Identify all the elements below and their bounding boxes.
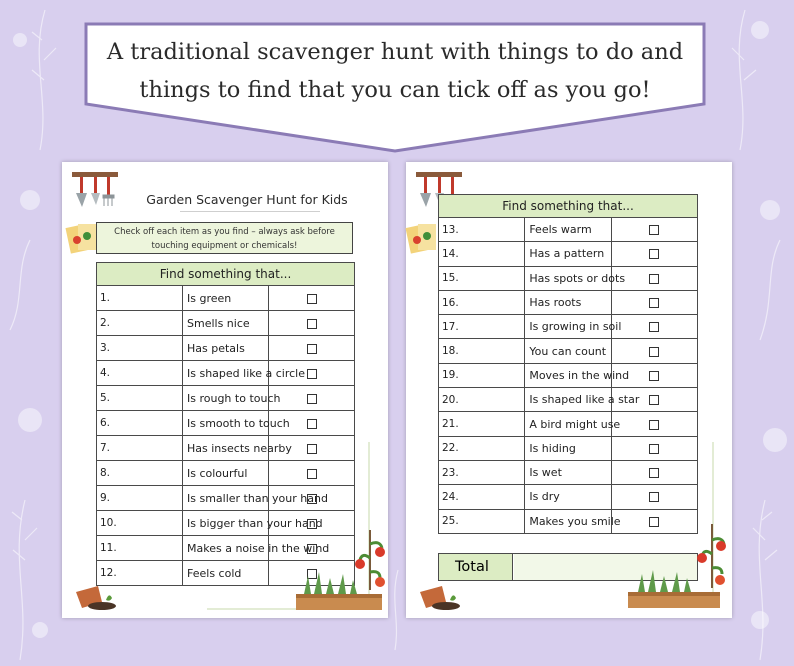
table-header: Find something that... <box>97 263 355 286</box>
checkbox-cell <box>611 485 697 509</box>
banner-line-1: A traditional scavenger hunt with things to do and <box>106 39 684 65</box>
item-text: Is shaped like a star <box>525 388 611 412</box>
total-label: Total <box>439 554 513 580</box>
table-row <box>439 266 698 290</box>
item-number: 12. <box>97 561 183 586</box>
table-row <box>97 436 355 461</box>
item-number: 20. <box>439 388 525 412</box>
checkbox-cell <box>611 315 697 339</box>
item-text: Feels cold <box>183 561 269 586</box>
checkbox[interactable] <box>649 298 659 308</box>
item-text: Is dry <box>525 485 611 509</box>
item-text: Has roots <box>525 290 611 314</box>
item-text: Is wet <box>525 460 611 484</box>
item-text: Is hiding <box>525 436 611 460</box>
checkbox-cell <box>269 286 355 311</box>
checkbox[interactable] <box>307 319 317 329</box>
item-number: 21. <box>439 412 525 436</box>
item-text: Is smooth to touch <box>183 411 269 436</box>
checkbox-cell <box>611 460 697 484</box>
item-number: 6. <box>97 411 183 436</box>
table-row <box>97 336 355 361</box>
checkbox-cell <box>269 461 355 486</box>
table-row <box>439 315 698 339</box>
item-number: 25. <box>439 509 525 533</box>
banner <box>84 22 706 154</box>
garden-tools-icon <box>70 170 120 212</box>
table-row <box>439 218 698 242</box>
instructions-line-1: Check off each item as you find – always ask before <box>114 227 335 237</box>
item-text: Is bigger than your hand <box>183 511 269 536</box>
item-number: 16. <box>439 290 525 314</box>
checkbox[interactable] <box>649 420 659 430</box>
table-row <box>97 311 355 336</box>
checkbox[interactable] <box>307 469 317 479</box>
table-row <box>439 485 698 509</box>
item-number: 11. <box>97 536 183 561</box>
item-text: Has spots or dots <box>525 266 611 290</box>
checkbox[interactable] <box>307 394 317 404</box>
checkbox[interactable] <box>649 274 659 284</box>
item-number: 4. <box>97 361 183 386</box>
checkbox[interactable] <box>649 322 659 332</box>
seed-packet-icon <box>66 220 98 258</box>
scavenger-table-2 <box>438 194 698 534</box>
table-header: Find something that... <box>439 195 698 218</box>
item-text: Makes a noise in the wind <box>183 536 269 561</box>
table-row <box>97 361 355 386</box>
item-text: Is rough to touch <box>183 386 269 411</box>
table-row <box>97 386 355 411</box>
item-number: 9. <box>97 486 183 511</box>
item-text: Is growing in soil <box>525 315 611 339</box>
table-row <box>439 363 698 387</box>
item-text: Is colourful <box>183 461 269 486</box>
item-number: 7. <box>97 436 183 461</box>
table-row <box>97 461 355 486</box>
checkbox-cell <box>611 436 697 460</box>
instructions-line-2: touching equipment or chemicals! <box>151 241 298 251</box>
item-text: Is smaller than your hand <box>183 486 269 511</box>
checkbox-cell <box>611 339 697 363</box>
flower-pot-icon <box>72 582 118 612</box>
checkbox[interactable] <box>307 344 317 354</box>
table-row <box>439 339 698 363</box>
item-text: You can count <box>525 339 611 363</box>
planter-box-icon <box>294 524 388 614</box>
checkbox[interactable] <box>307 444 317 454</box>
checkbox-cell <box>269 311 355 336</box>
checkbox[interactable] <box>649 468 659 478</box>
table-row <box>439 436 698 460</box>
checkbox[interactable] <box>649 347 659 357</box>
table-row <box>439 242 698 266</box>
table-row <box>439 290 698 314</box>
item-number: 24. <box>439 485 525 509</box>
instructions-box <box>96 222 353 254</box>
checkbox-cell <box>269 386 355 411</box>
item-number: 5. <box>97 386 183 411</box>
worksheet-page-1 <box>62 162 388 618</box>
item-number: 18. <box>439 339 525 363</box>
title-underline <box>180 211 320 212</box>
checkbox-cell <box>611 412 697 436</box>
item-text: Has insects nearby <box>183 436 269 461</box>
item-number: 2. <box>97 311 183 336</box>
item-text: A bird might use <box>525 412 611 436</box>
table-row <box>97 286 355 311</box>
checkbox[interactable] <box>307 419 317 429</box>
table-row <box>439 388 698 412</box>
banner-line-2: things to find that you can tick off as you go! <box>139 77 651 103</box>
checkbox-cell <box>611 242 697 266</box>
item-text: Has petals <box>183 336 269 361</box>
page-title: Garden Scavenger Hunt for Kids <box>146 192 348 207</box>
checkbox[interactable] <box>307 294 317 304</box>
item-number: 17. <box>439 315 525 339</box>
item-number: 1. <box>97 286 183 311</box>
item-text: Moves in the wind <box>525 363 611 387</box>
checkbox[interactable] <box>649 444 659 454</box>
planter-box-icon <box>622 522 726 614</box>
item-number: 8. <box>97 461 183 486</box>
table-row <box>97 486 355 511</box>
banner-text <box>84 33 706 109</box>
item-text: Makes you smile <box>525 509 611 533</box>
checkbox-cell <box>611 290 697 314</box>
item-number: 15. <box>439 266 525 290</box>
checkbox[interactable] <box>649 371 659 381</box>
checkbox[interactable] <box>649 395 659 405</box>
item-text: Is shaped like a circle <box>183 361 269 386</box>
item-text: Has a pattern <box>525 242 611 266</box>
worksheet-page-2 <box>406 162 732 618</box>
checkbox[interactable] <box>307 369 317 379</box>
seed-packet-icon <box>406 220 438 258</box>
item-number: 3. <box>97 336 183 361</box>
item-number: 19. <box>439 363 525 387</box>
checkbox[interactable] <box>307 494 317 504</box>
item-number: 13. <box>439 218 525 242</box>
flower-pot-icon <box>416 582 462 612</box>
item-text: Smells nice <box>183 311 269 336</box>
checkbox[interactable] <box>649 249 659 259</box>
checkbox-cell <box>611 218 697 242</box>
table-row <box>439 460 698 484</box>
table-row <box>439 412 698 436</box>
item-number: 23. <box>439 460 525 484</box>
item-text: Feels warm <box>525 218 611 242</box>
item-number: 22. <box>439 436 525 460</box>
item-number: 10. <box>97 511 183 536</box>
checkbox-cell <box>269 336 355 361</box>
checkbox[interactable] <box>649 225 659 235</box>
item-number: 14. <box>439 242 525 266</box>
table-row <box>97 411 355 436</box>
checkbox[interactable] <box>649 492 659 502</box>
item-text: Is green <box>183 286 269 311</box>
